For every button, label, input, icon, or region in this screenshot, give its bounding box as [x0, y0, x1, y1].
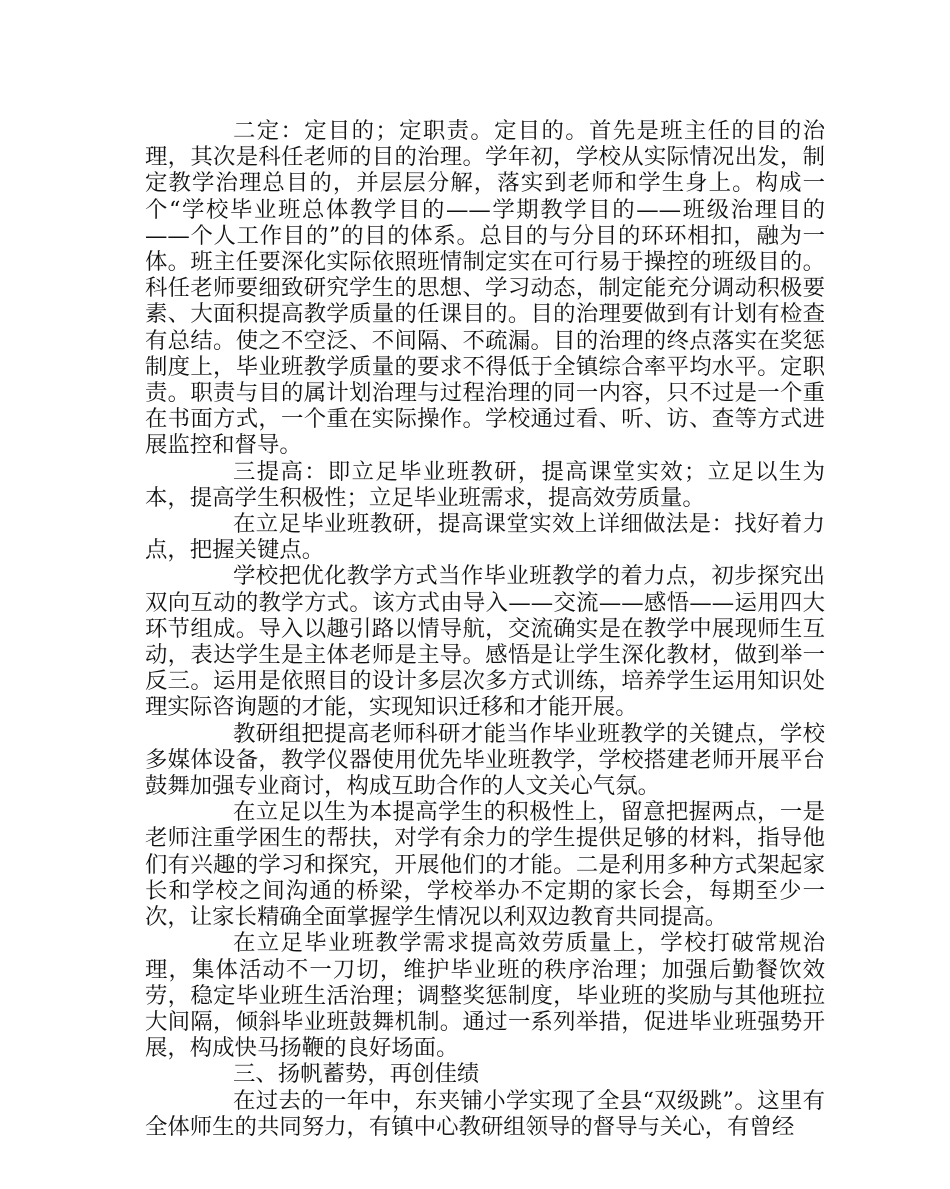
- paragraph-service-quality: 在立足毕业班教学需求提高效劳质量上，学校打破常规治理，集体活动不一刀切，维护毕业班的秩序治理；加强后勤餐饮效劳，稳定毕业班生活治理；调整奖惩制度，毕业班的奖励与其他班拉大间隔，倾斜毕业班鼓舞机制。通过一系列举措，促进毕业班强势开展，构成快马扬鞭的良好场面。: [145, 930, 825, 1062]
- paragraph-teaching-research: 在立足毕业班教研，提高课堂实效上详细做法是：找好着力点，把握关键点。: [145, 511, 825, 564]
- paragraph-student-centered: 在立足以生为本提高学生的积极性上，留意把握两点，一是老师注重学困生的帮扶，对学有余力的学生提供足够的材料，指导他们有兴趣的学习和探究，开展他们的才能。二是利用多种方式架起家长和学校之间沟通的桥梁，学校举办不定期的家长会，每期至少一次，让家长精确全面掌握学生情况以利双边教育共同提高。: [145, 799, 825, 931]
- paragraph-research-group: 教研组把提高老师科研才能当作毕业班教学的关键点，学校多媒体设备，教学仪器使用优先毕业班教学，学校搭建老师开展平台鼓舞加强专业商讨，构成互助合作的人文关心气氛。: [145, 720, 825, 800]
- section-heading: 三、扬帆蓄势，再创佳绩: [233, 1061, 480, 1088]
- document-page: [145, 118, 825, 1140]
- paragraph-three-improvements: 三提高：即立足毕业班教研，提高课堂实效；立足以生为本，提高学生积极性；立足毕业班需求，提高效劳质量。: [145, 458, 825, 511]
- paragraph-two-fixes: 二定：定目的；定职责。定目的。首先是班主任的目的治理，其次是科任老师的目的治理。学年初，学校从实际情况出发，制定教学治理总目的，并层层分解，落实到老师和学生身上。构成一个“学校毕业班总体教学目的——学期教学目的——班级治理目的——个人工作目的”的目的体系。总目的与分目的环环相扣，融为一体。班主任要深化实际依照班情制定实在可行易于操控的班级目的。科任老师要细致研究学生的思想、学习动态，制定能充分调动积极要素、大面积提高教学质量的任课目的。目的治理要做到有计划有检查有总结。使之不空泛、不间隔、不疏漏。目的治理的终点落实在奖惩制度上，毕业班教学质量的要求不得低于全镇综合率平均水平。定职责。职责与目的属计划治理与过程治理的同一内容，只不过是一个重在书面方式，一个重在实际操作。学校通过看、听、访、查等方式进展监控和督导。: [145, 118, 825, 459]
- paragraph-closing: 在过去的一年中，东夹铺小学实现了全县“双级跳”。这里有全体师生的共同努力，有镇中心教研组领导的督导与关心，有曾经: [145, 1087, 825, 1140]
- paragraph-teaching-method: 学校把优化教学方式当作毕业班教学的着力点，初步探究出双向互动的教学方式。该方式由导入——交流——感悟——运用四大环节组成。导入以趣引路以情导航，交流确实是在教学中展现师生互动，表达学生是主体老师是主导。感悟是让学生深化教材，做到举一反三。运用是依照目的设计多层次多方式训练，培养学生运用知识处理实际咨询题的才能，实现知识迁移和才能开展。: [145, 563, 825, 721]
